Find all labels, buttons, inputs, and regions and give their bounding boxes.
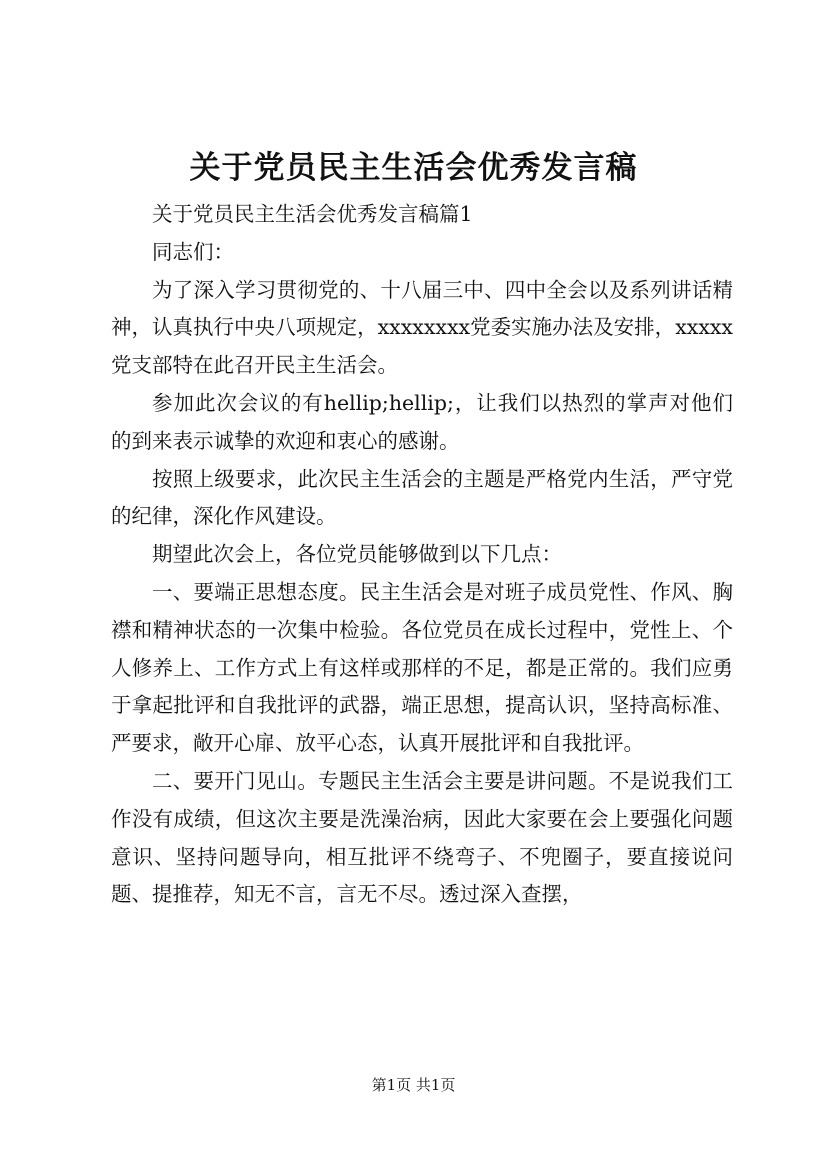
page-footer: 第1页 共1页 <box>371 1076 456 1094</box>
document-title: 关于党员民主生活会优秀发言稿 <box>189 150 638 186</box>
paragraph: 为了深入学习贯彻党的、十八届三中、四中全会以及系列讲话精神，认真执行中央八项规定，xxxxxxxx党委实施办法及安排，xxxxx党支部特在此召开民主生活会。 <box>111 277 733 378</box>
paragraph: 二、要开门见山。专题民主生活会主要是讲问题。不是说我们工作没有成绩，但这次主要是洗澡治病，因此大家要在会上要强化问题意识、坚持问题导向，相互批评不绕弯子、不兜圈子，要直接说问题、提推荐，知无不言，言无不尽。透过深入查摆， <box>111 768 733 907</box>
section-heading: 关于党员民主生活会优秀发言稿篇1 <box>152 202 473 226</box>
salutation: 同志们： <box>152 239 234 264</box>
paragraph: 一、要端正思想态度。民主生活会是对班子成员党性、作风、胸襟和精神状态的一次集中检验。各位党员在成长过程中，党性上、个人修养上、工作方式上有这样或那样的不足，都是正常的。我们应勇于拿起批评和自我批评的武器，端正思想，提高认识，坚持高标准、严要求，敞开心扉、放平心态，认真开展批评和自我批评。 <box>111 579 733 756</box>
paragraph: 按照上级要求，此次民主生活会的主题是严格党内生活，严守党的纪律，深化作风建设。 <box>111 466 733 529</box>
document-body <box>111 196 733 914</box>
paragraph: 期望此次会上，各位党员能够做到以下几点： <box>152 542 562 567</box>
paragraph: 参加此次会议的有hellip;hellip;，让我们以热烈的掌声对他们的到来表示诚挚的欢迎和衷心的感谢。 <box>111 390 733 453</box>
